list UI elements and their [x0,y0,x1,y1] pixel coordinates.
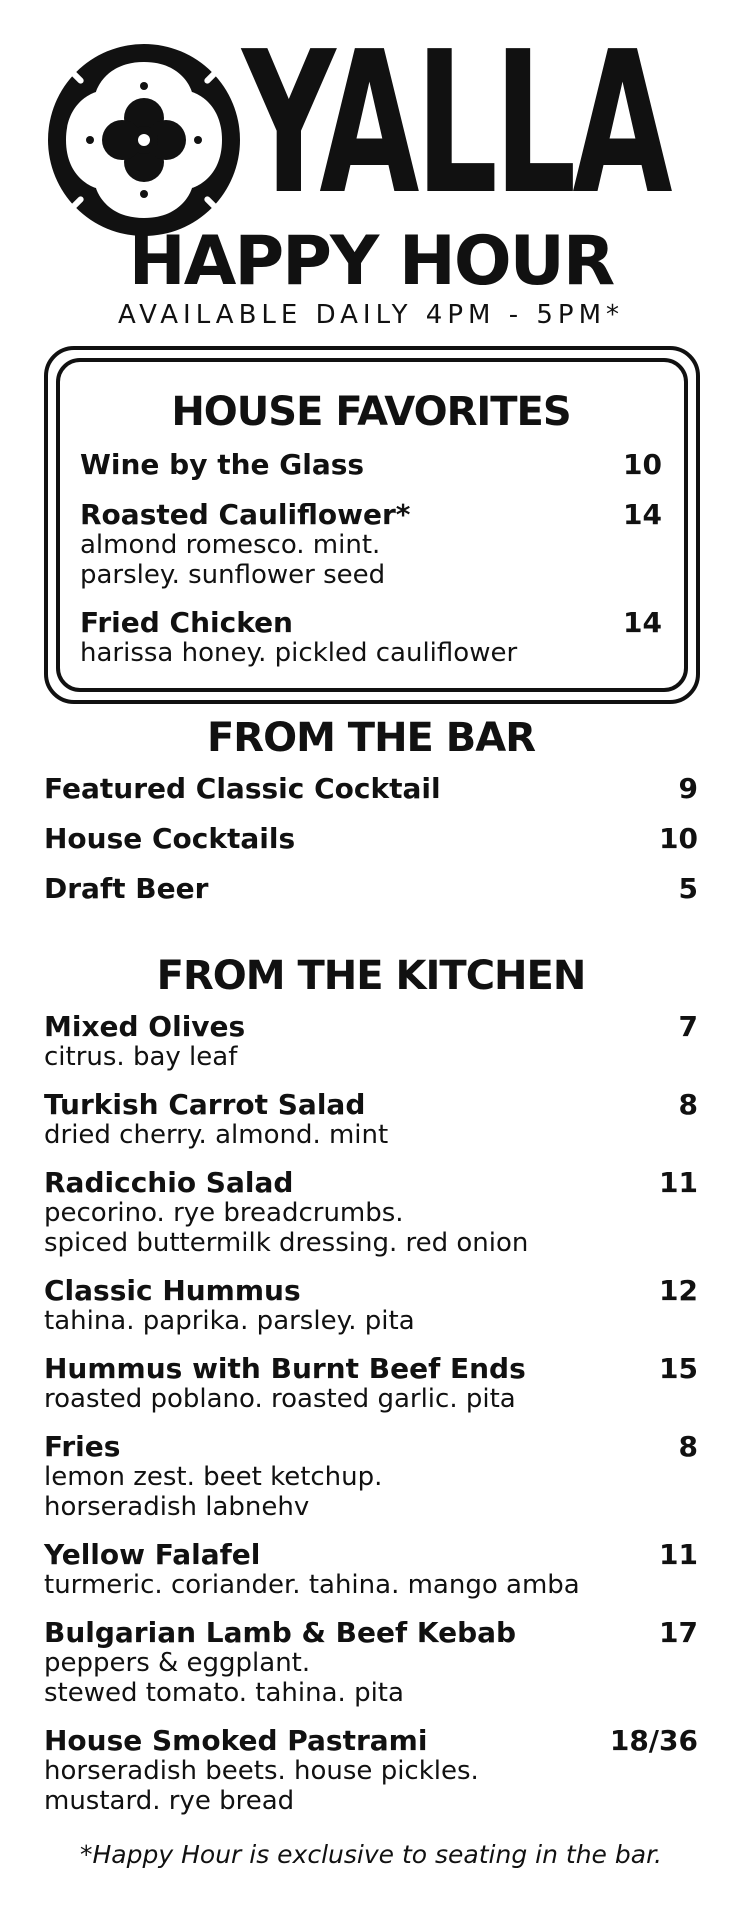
item-name: Turkish Carrot Salad [44,1088,366,1121]
menu-item [44,874,698,904]
item-name: Mixed Olives [44,1010,246,1043]
item-name: Roasted Cauliflower* [80,498,411,531]
brand-wordmark: YALLA [242,10,669,238]
item-price: 17 [659,1616,698,1649]
item-price: 8 [678,1430,698,1463]
item-name: House Smoked Pastrami [44,1724,428,1757]
menu-item [44,1354,698,1414]
menu-item [80,500,662,590]
item-name: House Cocktails [44,822,296,855]
item-name: Classic Hummus [44,1274,301,1307]
item-name: Yellow Falafel [44,1538,261,1571]
footnote: *Happy Hour is exclusive to seating in the bar. [80,1840,662,1869]
item-description: roasted poblano. roasted garlic. pita [44,1384,516,1414]
item-description: parsley. sunflower seed [80,560,386,590]
menu-item [44,1090,698,1150]
item-price: 11 [659,1166,698,1199]
item-name: Wine by the Glass [80,448,365,481]
item-description: tahina. paprika. parsley. pita [44,1306,415,1336]
item-price: 8 [678,1088,698,1121]
page-title: HAPPY HOUR [128,222,614,301]
item-price: 10 [659,822,698,855]
item-name: Featured Classic Cocktail [44,772,441,805]
menu-item [44,824,698,854]
item-description: peppers & eggplant. [44,1648,311,1678]
item-name: Draft Beer [44,872,209,905]
item-price: 15 [659,1352,698,1385]
menu-item [44,1168,698,1258]
from-the-kitchen-title: FROM THE KITCHEN [156,953,586,999]
item-description: horseradish labnehv [44,1492,310,1522]
item-price: 10 [623,448,662,481]
availability-text: AVAILABLE DAILY 4PM - 5PM* [118,300,624,330]
menu-item [44,1618,698,1708]
item-description: dried cherry. almond. mint [44,1120,389,1150]
item-price: 12 [659,1274,698,1307]
item-price: 11 [659,1538,698,1571]
item-price: 14 [623,498,662,531]
item-description: lemon zest. beet ketchup. [44,1462,383,1492]
item-description: mustard. rye bread [44,1786,295,1816]
menu-item [44,1540,698,1600]
item-price: 14 [623,606,662,639]
from-the-bar-title: FROM THE BAR [206,715,536,761]
menu-item [44,774,698,804]
item-description: almond romesco. mint. [80,530,381,560]
menu-item [44,1012,698,1072]
menu-item [44,1432,698,1522]
menu-item [80,450,662,480]
item-description: horseradish beets. house pickles. [44,1756,479,1786]
house-favorites-title: HOUSE FAVORITES [171,389,571,435]
item-description: harissa honey. pickled cauliflower [80,638,518,668]
item-price: 5 [678,872,698,905]
item-price: 7 [678,1010,698,1043]
item-price: 18/36 [609,1724,698,1757]
item-description: spiced buttermilk dressing. red onion [44,1228,529,1258]
flower-emblem-icon [44,40,244,240]
item-description: stewed tomato. tahina. pita [44,1678,404,1708]
item-description: pecorino. rye breadcrumbs. [44,1198,404,1228]
item-name: Hummus with Burnt Beef Ends [44,1352,526,1385]
yalla-logo [44,10,704,240]
item-name: Fried Chicken [80,606,293,639]
menu-item [44,1726,698,1816]
item-description: citrus. bay leaf [44,1042,238,1072]
menu-item [44,1276,698,1336]
item-name: Bulgarian Lamb & Beef Kebab [44,1616,517,1649]
item-name: Radicchio Salad [44,1166,294,1199]
menu-item [80,608,662,668]
item-name: Fries [44,1430,121,1463]
item-description: turmeric. coriander. tahina. mango amba [44,1570,580,1600]
item-price: 9 [678,772,698,805]
